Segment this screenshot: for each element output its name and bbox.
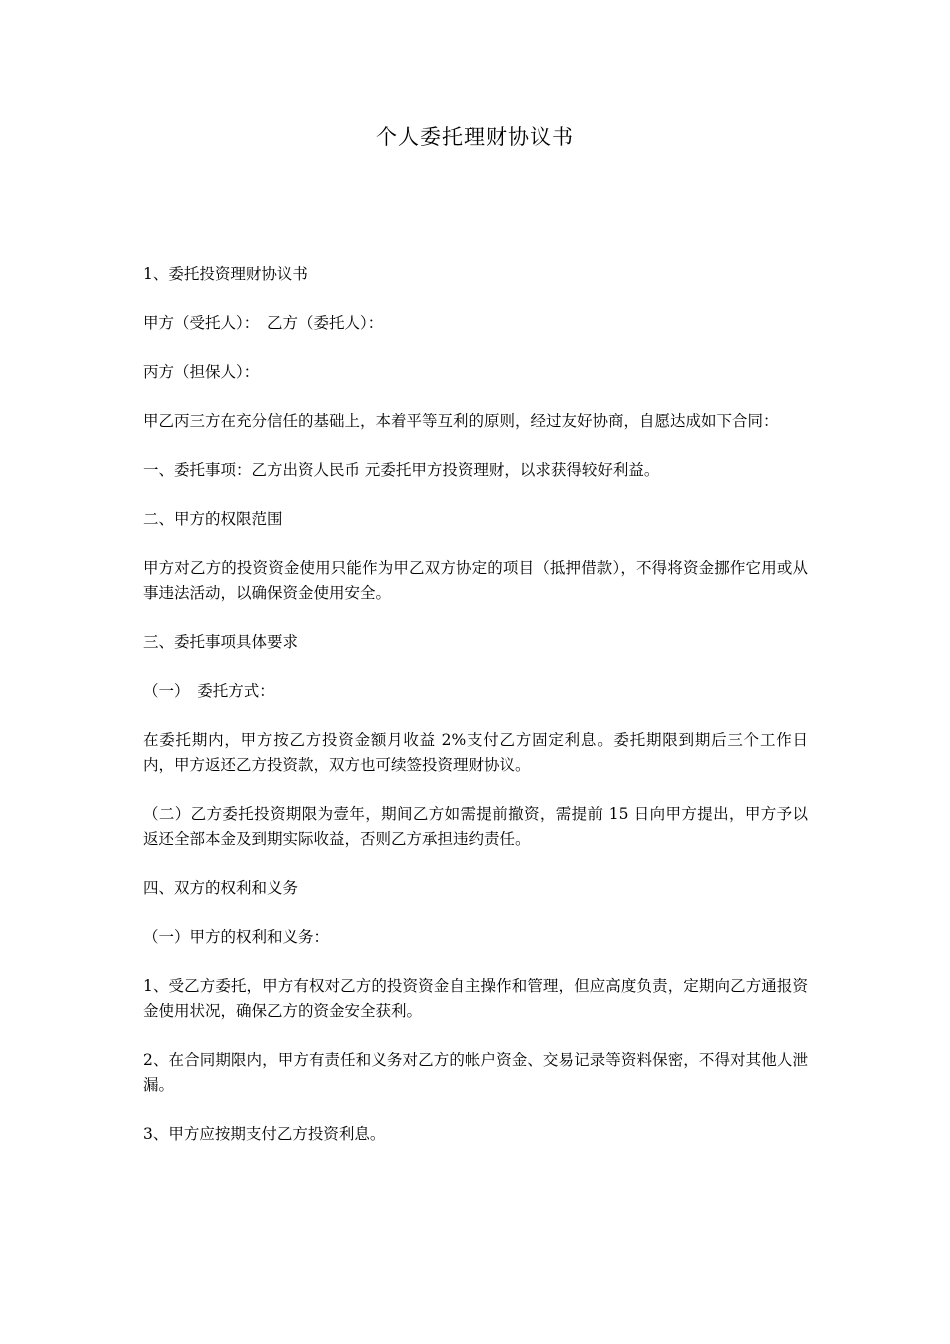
paragraph-section-3-sub-1-body: 在委托期内，甲方按乙方投资金额月收益 2%支付乙方固定利息。委托期限到期后三个工作日内，甲方返还乙方投资款，双方也可续签投资理财协议。 (143, 731, 808, 774)
paragraph-section-4-heading: 四、双方的权利和义务 (143, 879, 299, 897)
paragraph-section-4-item-3: 3、甲方应按期支付乙方投资利息。 (143, 1125, 386, 1143)
paragraph-section-3-heading: 三、委托事项具体要求 (143, 633, 299, 651)
paragraph-section-1: 一、委托事项：乙方出资人民币 元委托甲方投资理财，以求获得较好利益。 (143, 461, 660, 479)
paragraph-section-2-body: 甲方对乙方的投资资金使用只能作为甲乙双方协定的项目（抵押借款），不得将资金挪作它用或从事违法活动，以确保资金使用安全。 (143, 559, 808, 602)
paragraph-preamble: 甲乙丙三方在充分信任的基础上，本着平等互利的原则，经过友好协商，自愿达成如下合同： (143, 412, 779, 430)
document-body (143, 262, 808, 1171)
paragraph-section-3-sub-1: （一） 委托方式： (143, 682, 275, 700)
paragraph-section-3-sub-2: （二）乙方委托投资期限为壹年，期间乙方如需提前撤资，需提前 15 日向甲方提出，甲方予以返还全部本金及到期实际收益，否则乙方承担违约责任。 (143, 805, 808, 848)
paragraph-section-4-item-2: 2、在合同期限内，甲方有责任和义务对乙方的帐户资金、交易记录等资料保密，不得对其他人泄漏。 (143, 1051, 808, 1094)
paragraph-heading-1: 1、委托投资理财协议书 (143, 265, 308, 283)
paragraph-party-a-b: 甲方（受托人）： 乙方（委托人）： (143, 314, 384, 332)
paragraph-section-2-heading: 二、甲方的权限范围 (143, 510, 283, 528)
paragraph-section-4-sub-1: （一）甲方的权利和义务： (143, 928, 330, 946)
document-title: 个人委托理财协议书 (376, 125, 574, 149)
paragraph-section-4-item-1: 1、受乙方委托，甲方有权对乙方的投资资金自主操作和管理，但应高度负责，定期向乙方通报资金使用状况，确保乙方的资金安全获利。 (143, 977, 808, 1020)
paragraph-party-c: 丙方（担保人）： (143, 363, 260, 381)
